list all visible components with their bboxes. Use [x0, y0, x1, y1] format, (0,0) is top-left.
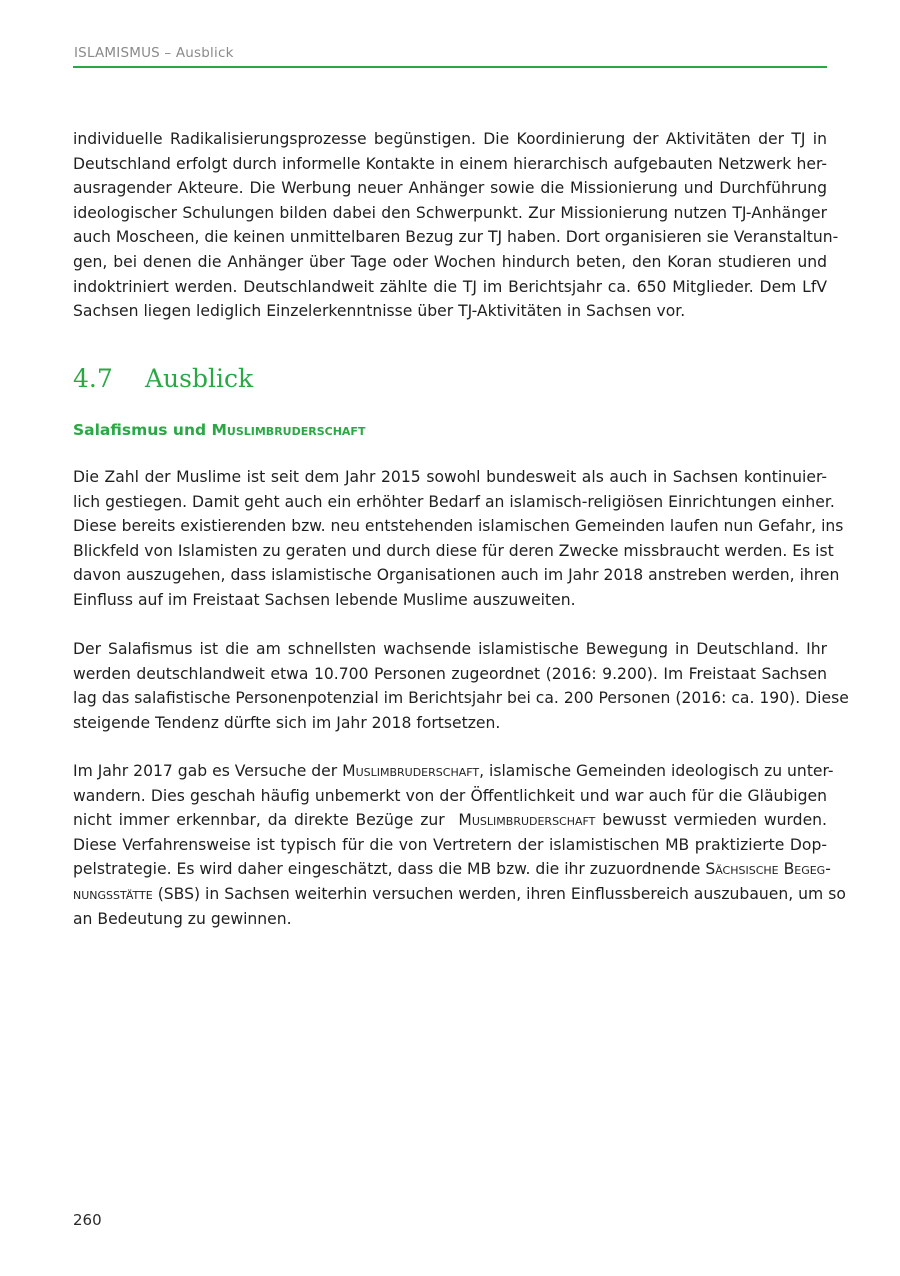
text-fragment: Im Jahr 2017 gab es Versuche der — [73, 762, 343, 780]
text-line: gen, bei denen die Anhänger über Tage oder Wochen hindurch beten, den Koran studieren und — [73, 252, 827, 271]
text-line: auch Moscheen, die keinen unmittelbaren Bezug zur TJ haben. Dort organisieren sie Veranstaltun- — [73, 228, 839, 247]
text-line: ausragender Akteure. Die Werbung neuer Anhänger sowie die Missionierung und Durchführung — [73, 179, 827, 198]
text-line: Diese Verfahrensweise ist typisch für die von Vertretern der islamistischen MB praktizierte Dop- — [73, 835, 827, 854]
text-line: lag das salafistische Personenpotenzial im Berichtsjahr bei ca. 200 Personen (2016: ca. 190). Diese — [73, 689, 849, 708]
text-line: lich gestiegen. Damit geht auch ein erhöhter Bedarf an islamisch-religiösen Einrichtungen einher. — [73, 492, 835, 511]
section-number: 4.7 — [73, 364, 113, 393]
text-line: Deutschland erfolgt durch informelle Kontakte in einem hierarchisch aufgebauten Netzwerk her- — [73, 154, 827, 173]
section-heading — [73, 364, 253, 393]
paragraph-salafism — [73, 637, 849, 735]
text-fragment: pelstrategie. Es wird daher eingeschätzt, dass die MB bzw. die ihr zuzuordnende — [73, 860, 706, 879]
section-title: Ausblick — [145, 364, 254, 393]
text-line: ideologischer Schulungen bilden dabei den Schwerpunkt. Zur Missionierung nutzen TJ-Anhänger — [73, 203, 827, 222]
intro-paragraph — [73, 127, 839, 324]
text-line: wandern. Dies geschah häufig unbemerkt von der Öffentlichkeit und war auch für die Gläubigen — [73, 786, 827, 805]
text-line: werden deutschlandweit etwa 10.700 Personen zugeordnet (2016: 9.200). Im Freistaat Sachsen — [73, 664, 827, 683]
text-line: Einfluss auf im Freistaat Sachsen lebende Muslime auszuweiten. — [73, 590, 576, 609]
text-line: individuelle Radikalisierungsprozesse begünstigen. Die Koordinierung der Aktivitäten der TJ in — [73, 130, 827, 148]
text-line — [73, 759, 834, 784]
text-line: Der Salafismus ist die am schnellsten wachsende islamistische Bewegung in Deutschland. Ihr — [73, 640, 827, 658]
text-line: Blickfeld von Islamisten zu geraten und durch diese für deren Zwecke missbraucht werden. Es ist — [73, 541, 834, 560]
smallcaps-term: nungsstätte — [73, 884, 153, 903]
text-line — [73, 857, 831, 882]
text-line: Sachsen liegen lediglich Einzelerkenntnisse über TJ-Aktivitäten in Sachsen vor. — [73, 302, 686, 321]
text-line: an Bedeutung zu gewinnen. — [73, 909, 292, 928]
text-line: Diese bereits existierenden bzw. neu entstehenden islamischen Gemeinden laufen nun Gefahr, ins — [73, 517, 844, 536]
paragraph-muslims — [73, 465, 844, 613]
subheading-prefix: Salafismus und — [73, 421, 212, 439]
text-line: indoktriniert werden. Deutschlandweit zählte die TJ im Berichtsjahr ca. 650 Mitglieder. Dem LfV — [73, 277, 827, 296]
smallcaps-term: Muslimbruderschaft — [342, 762, 480, 780]
subheading — [73, 421, 365, 439]
page-number: 260 — [73, 1211, 102, 1229]
text-fragment: (SBS) in Sachsen weiterhin versuchen werden, ihren Einflussbereich auszubauen, um so — [152, 884, 846, 903]
running-head: ISLAMISMUS – Ausblick — [74, 45, 234, 61]
text-line: davon auszugehen, dass islamistische Organisationen auch im Jahr 2018 anstreben werden, ihren — [73, 566, 840, 585]
header-rule — [73, 66, 827, 68]
text-fragment: , islamische Gemeinden ideologisch zu unter- — [479, 762, 834, 780]
smallcaps-term: Muslimbruderschaft — [458, 811, 596, 830]
text-line: steigende Tendenz dürfte sich im Jahr 2018 fortsetzen. — [73, 713, 501, 732]
text-fragment: bewusst vermieden wurden. — [595, 811, 827, 830]
paragraph-muslim-brotherhood — [73, 759, 846, 931]
text-line: Die Zahl der Muslime ist seit dem Jahr 2015 sowohl bundesweit als auch in Sachsen kontinuier- — [73, 468, 827, 486]
text-fragment: nicht immer erkennbar, da direkte Bezüge zur — [73, 811, 459, 830]
smallcaps-term: Sächsische Begeg- — [705, 860, 831, 879]
text-line — [73, 808, 827, 833]
text-line — [73, 882, 846, 907]
subheading-smallcaps: Muslimbruderschaft — [211, 421, 366, 439]
